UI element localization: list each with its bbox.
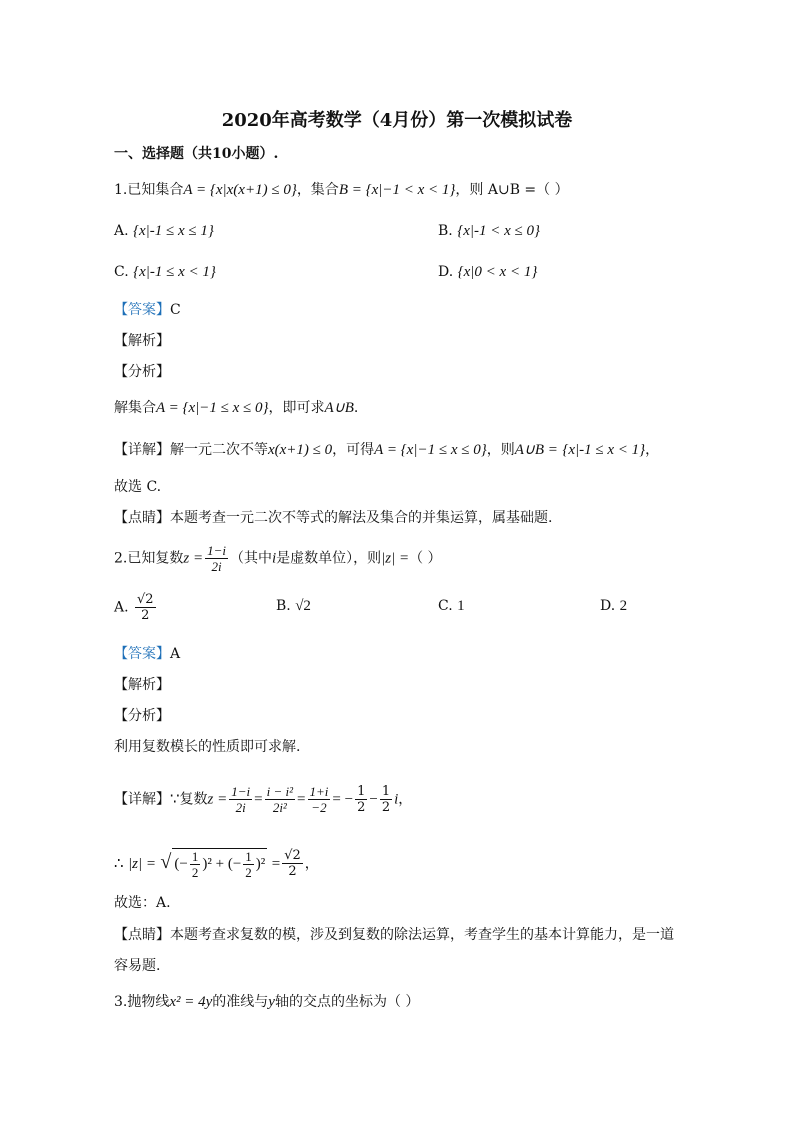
q1-xiangjie <box>114 440 659 460</box>
q1-fenxi-text <box>114 398 358 418</box>
text: ，可得 <box>332 442 375 458</box>
numerator: √2 <box>284 848 301 864</box>
radical-sign: √ <box>160 850 172 873</box>
fraction <box>229 784 252 815</box>
fraction <box>190 849 201 880</box>
option-text: 1 <box>457 598 465 614</box>
math: )² <box>255 855 266 872</box>
denominator: 2i² <box>272 800 287 815</box>
q2-option-d <box>600 596 627 616</box>
q2-option-a <box>114 592 158 623</box>
text: 解集合 <box>114 400 156 416</box>
numerator: 1−i <box>231 784 251 799</box>
text: （ ） <box>409 550 442 567</box>
math: A = {x|−1 ≤ x ≤ 0} <box>156 400 269 416</box>
q2-answer <box>114 644 180 664</box>
math: A∪B <box>324 400 354 416</box>
text: 2.已知复数 <box>114 550 184 567</box>
q2-fenxi-tag: 【分析】 <box>114 708 170 724</box>
option-letter: C. <box>114 264 129 280</box>
text: 本题考查求复数的模，涉及到复数的除法运算，考查学生的基本计算能力，是一道 <box>170 927 674 943</box>
math: |z| = <box>381 550 410 567</box>
page-title: 2020年高考数学（4月份）第一次模拟试卷 <box>221 110 573 131</box>
dianjing-tag: 【点睛】 <box>114 927 170 943</box>
fraction <box>243 849 254 880</box>
question-2-stem <box>114 543 442 574</box>
math: |z| = <box>128 855 156 872</box>
option-text: 2 <box>619 598 628 614</box>
math: x² = 4y <box>169 994 213 1010</box>
denominator: 2 <box>381 800 391 815</box>
numerator: 1 <box>191 849 199 864</box>
q2-option-b <box>276 596 311 616</box>
q1-guxuan: 故选 C. <box>114 479 162 495</box>
numerator: 1+i <box>309 784 329 799</box>
q1-answer <box>114 300 181 320</box>
fraction <box>135 592 156 623</box>
q1-set-a: A = {x|x(x+1) ≤ 0} <box>183 182 297 198</box>
option-letter: A. <box>114 599 129 616</box>
question-3-stem <box>114 992 419 1012</box>
q1-option-c <box>114 262 216 282</box>
text: 是虚数单位），则 <box>276 550 382 567</box>
text: 复数 <box>179 791 208 808</box>
option-letter: A. <box>114 223 129 239</box>
text: ，则 <box>486 442 515 458</box>
text: ， <box>645 442 660 458</box>
answer-value: A <box>170 646 181 662</box>
denominator: 2 <box>141 608 150 623</box>
answer-tag: 【答案】 <box>114 302 170 318</box>
denominator: 2 <box>245 865 252 880</box>
text: 本题考查一元二次不等式的解法及集合的并集运算，属基础题. <box>170 510 553 526</box>
q2-option-c <box>438 596 465 616</box>
math: i <box>394 791 399 808</box>
q1-set-b: B = {x|−1 < x < 1} <box>338 182 456 198</box>
denominator: 2 <box>288 864 297 880</box>
fraction <box>380 784 392 815</box>
math: (− <box>174 855 188 872</box>
q2-dianjing <box>114 925 674 945</box>
q1-option-b <box>438 221 540 241</box>
math: x(x+1) ≤ 0 <box>268 442 333 458</box>
math: z = <box>207 791 228 808</box>
denominator: 2 <box>191 865 199 880</box>
math: y <box>268 994 275 1010</box>
answer-value: C <box>170 302 181 318</box>
q1-prefix: 1.已知集合 <box>114 182 184 198</box>
question-1-stem <box>114 180 569 200</box>
math: = − <box>332 791 354 808</box>
q1-dianjing <box>114 508 552 528</box>
numerator: 1 <box>357 784 366 799</box>
text: 3.抛物线 <box>114 994 170 1010</box>
math: − <box>369 791 378 808</box>
xiangjie-tag: 【详解】 <box>114 442 170 458</box>
math: i <box>271 550 277 567</box>
option-letter: B. <box>438 223 453 239</box>
math: A∪B = <box>514 442 558 458</box>
q2-modulus-line <box>114 848 319 880</box>
math: A = {x|−1 ≤ x ≤ 0} <box>374 442 487 458</box>
option-text: {x|-1 ≤ x < 1} <box>133 264 216 280</box>
fraction <box>265 784 295 815</box>
q1-jiexi-tag: 【解析】 <box>114 333 170 349</box>
option-letter: D. <box>438 264 454 280</box>
math: = <box>297 791 306 808</box>
text: . <box>353 400 359 416</box>
text: ， <box>398 791 413 808</box>
denominator: −2 <box>311 800 327 815</box>
option-text: {x|-1 ≤ x ≤ 1} <box>133 223 214 239</box>
numerator: 1 <box>245 849 252 864</box>
text: 轴的交点的坐标为（ ） <box>274 994 420 1010</box>
section-heading: 一、选择题（共10小题）. <box>114 146 279 162</box>
answer-tag: 【答案】 <box>114 646 170 662</box>
text: 解一元二次不等 <box>170 442 268 458</box>
option-text: {x|-1 < x ≤ 0} <box>457 223 540 239</box>
math: {x|-1 ≤ x < 1} <box>562 442 646 458</box>
numerator: √2 <box>137 592 154 607</box>
denominator: 2 <box>357 800 366 815</box>
q1-mid: ，集合 <box>296 182 339 198</box>
q2-jiexi-tag: 【解析】 <box>114 677 170 693</box>
q1-fenxi-tag: 【分析】 <box>114 364 170 380</box>
because-symbol: ∵ <box>170 791 180 808</box>
fraction <box>282 848 303 879</box>
option-letter: D. <box>600 598 616 614</box>
numerator: i − i² <box>266 784 294 799</box>
math: z = <box>183 550 204 567</box>
q2-dianjing-cont: 容易题. <box>114 958 161 974</box>
q2-guxuan: 故选：A. <box>114 895 171 911</box>
fraction <box>355 784 367 815</box>
denominator: 2i <box>235 800 246 815</box>
math: = <box>254 791 263 808</box>
denominator: 2i <box>211 559 222 574</box>
q1-option-a <box>114 221 214 241</box>
therefore-symbol: ∴ <box>114 855 124 872</box>
text: ，即可求 <box>268 400 325 416</box>
fraction <box>308 784 331 815</box>
fraction <box>205 543 228 574</box>
q2-xiangjie <box>114 784 412 815</box>
math: )² + (− <box>202 855 242 872</box>
q1-option-d <box>438 262 537 282</box>
q2-fenxi-text: 利用复数模长的性质即可求解. <box>114 739 301 755</box>
text: 的准线与 <box>212 994 269 1010</box>
xiangjie-tag: 【详解】 <box>114 791 170 808</box>
text: ， <box>304 855 319 872</box>
radicand <box>172 848 267 880</box>
numerator: 1−i <box>207 543 226 558</box>
option-text: {x|0 < x < 1} <box>457 264 538 280</box>
math: = <box>271 855 281 872</box>
option-letter: C. <box>438 598 453 614</box>
option-text: √2 <box>295 598 311 614</box>
dianjing-tag: 【点睛】 <box>114 510 170 526</box>
numerator: 1 <box>381 784 391 799</box>
q1-ask: ，则 A∪B =（ ） <box>455 182 569 198</box>
text: （其中 <box>229 550 272 567</box>
option-letter: B. <box>276 598 291 614</box>
